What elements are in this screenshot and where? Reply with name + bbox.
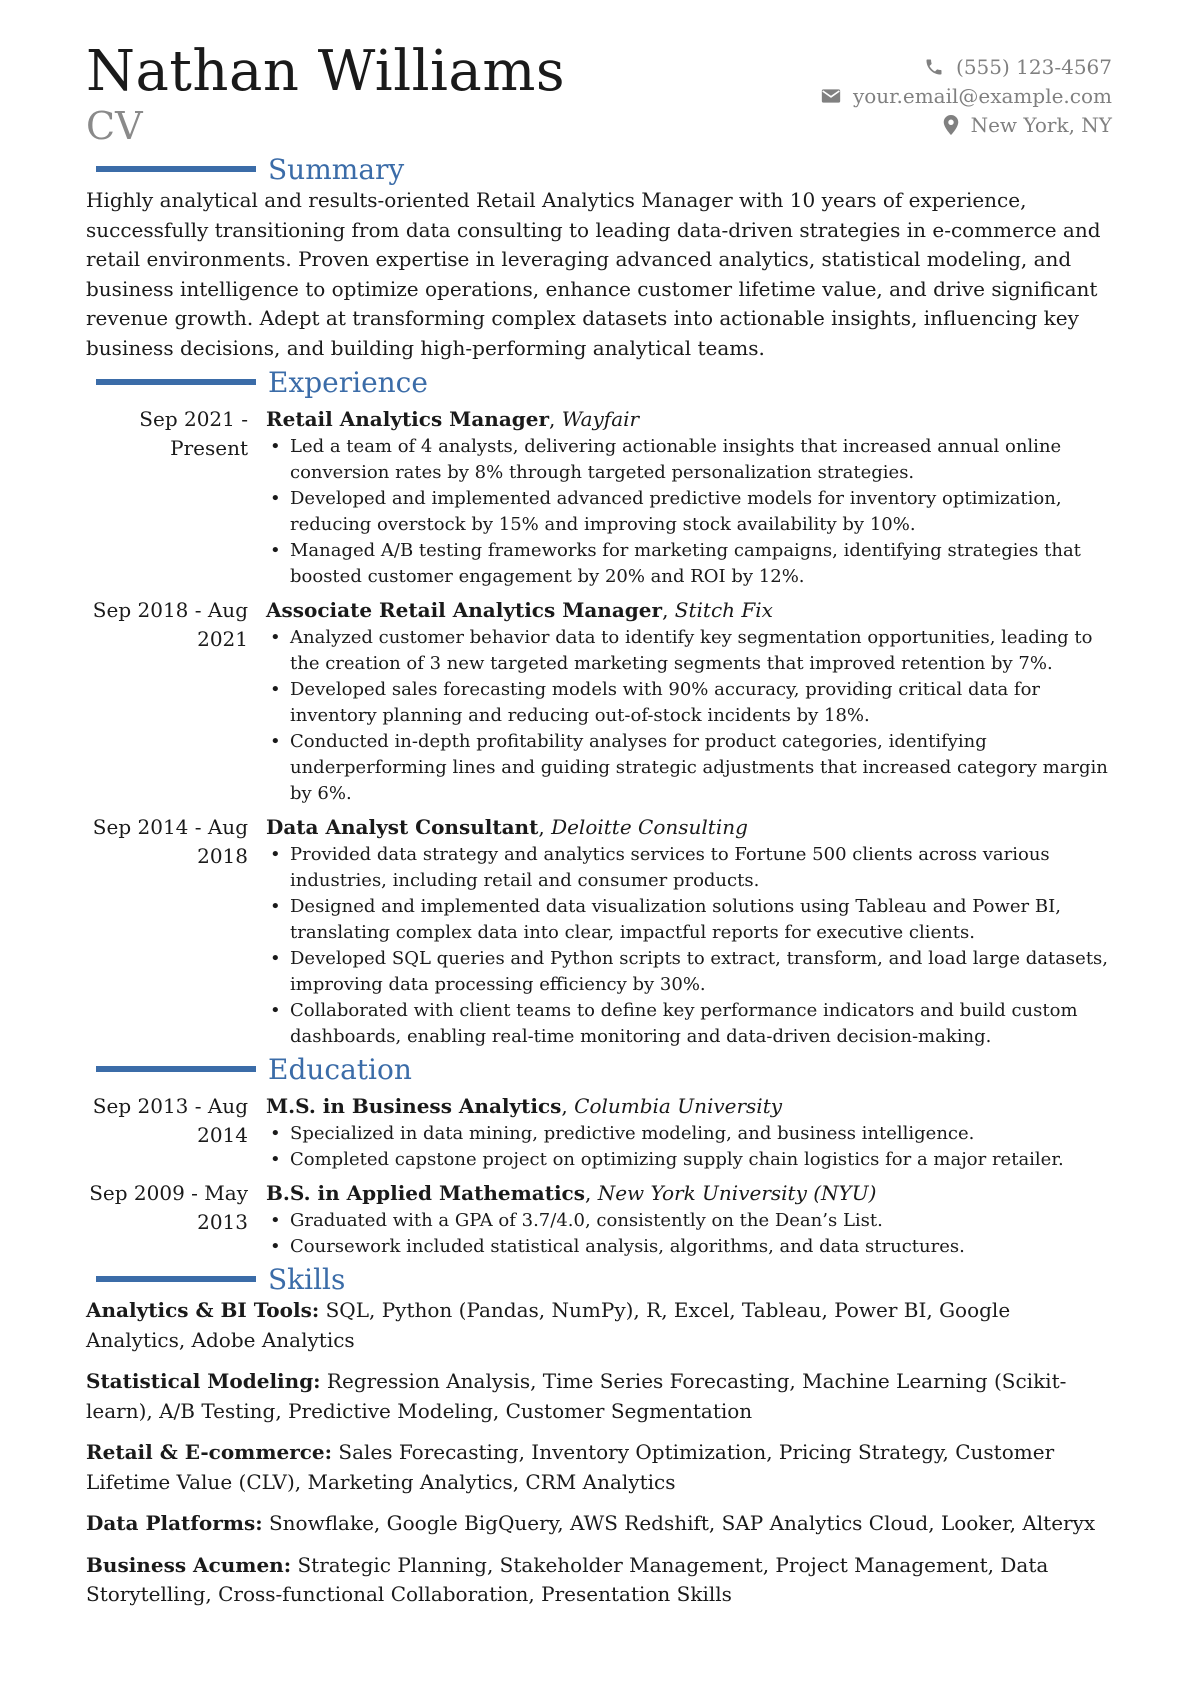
entry-content — [266, 405, 1112, 590]
section-bar — [96, 379, 256, 385]
phone-icon — [924, 57, 944, 77]
bullet-item: • Led a team of 4 analysts, delivering actionable insights that increased annual online conversion rates by 8% through targeted personalization strategies. — [290, 434, 1112, 486]
bullet-item: • Collaborated with client teams to define key performance indicators and build custom dashboards, enabling real-time monitoring and data-driven decision-making. — [290, 998, 1112, 1050]
bullet-item: • Completed capstone project on optimizing supply chain logistics for a major retailer. — [290, 1147, 1112, 1173]
entry-bullets — [266, 1208, 1112, 1260]
entry-content — [266, 1092, 1112, 1173]
skill-label: Business Acumen: — [86, 1552, 292, 1577]
contact-location — [821, 110, 1112, 139]
entry-bullets — [266, 625, 1112, 807]
entry-bullets — [266, 842, 1112, 1050]
skill-row — [86, 1438, 1112, 1497]
entry-title: Associate Retail Analytics Manager — [266, 598, 663, 622]
contact-block — [821, 52, 1112, 139]
person-name: Nathan Williams — [86, 39, 566, 104]
skill-label: Statistical Modeling: — [86, 1369, 321, 1393]
skill-row — [86, 1509, 1112, 1539]
section-title-education: Education — [268, 1052, 412, 1086]
skill-row — [86, 1551, 1112, 1610]
entry-heading: Data Analyst Consultant, Deloitte Consulting — [266, 815, 748, 839]
skill-values: Strategic Planning, Stakeholder Management, Project Management, Data Storytelling, Cross-functional Collaboration, Presentation Skills — [86, 1552, 1049, 1606]
entry-date: Sep 2013 - Aug 2014 — [92, 1094, 248, 1147]
entry-heading: M.S. in Business Analytics, Columbia University — [266, 1094, 783, 1118]
bullet-item: • Graduated with a GPA of 3.7/4.0, consistently on the Dean’s List. — [290, 1208, 1112, 1234]
resume-header — [86, 40, 1112, 150]
section-title-experience: Experience — [268, 365, 428, 399]
document-subtitle: CV — [86, 104, 143, 148]
entry-heading: Retail Analytics Manager, Wayfair — [266, 407, 640, 431]
envelope-icon — [821, 88, 841, 104]
contact-email — [821, 81, 1112, 110]
skill-label: Retail & E-commerce: — [86, 1440, 333, 1464]
skill-label: Analytics & BI Tools: — [86, 1298, 320, 1322]
entry-content — [266, 813, 1112, 1050]
experience-entry — [86, 813, 1112, 1050]
entry-heading: B.S. in Applied Mathematics, New York University (NYU) — [266, 1181, 877, 1205]
skill-row — [86, 1367, 1112, 1426]
contact-phone — [821, 52, 1112, 81]
summary-heading — [86, 152, 1112, 186]
location-text: New York, NY — [970, 112, 1112, 137]
entry-title: Data Analyst Consultant — [266, 815, 539, 839]
bullet-item: • Analyzed customer behavior data to identify key segmentation opportunities, leading to the creation of 3 new targeted marketing segments that improved retention by 7%. — [290, 625, 1112, 677]
section-bar — [96, 166, 256, 172]
entry-organization: Columbia University — [574, 1094, 783, 1118]
skill-values: Regression Analysis, Time Series Forecasting, Machine Learning (Scikit-learn), A/B Testing, Predictive Modeling, Customer Segmentation — [86, 1369, 1067, 1423]
entry-content — [266, 1179, 1112, 1260]
entry-organization: Stitch Fix — [674, 598, 773, 622]
entry-date: Sep 2018 - Aug 2021 — [92, 598, 248, 651]
bullet-item: • Specialized in data mining, predictive modeling, and business intelligence. — [290, 1121, 1112, 1147]
entry-organization: Wayfair — [561, 407, 640, 431]
bullet-item: • Provided data strategy and analytics services to Fortune 500 clients across various industries, including retail and consumer products. — [290, 842, 1112, 894]
skills-list — [86, 1296, 1112, 1610]
experience-entry — [86, 596, 1112, 807]
entry-date: Sep 2014 - Aug 2018 — [92, 815, 248, 868]
entry-title: M.S. in Business Analytics — [266, 1094, 562, 1118]
bullet-item: • Developed SQL queries and Python scripts to extract, transform, and load large datasets, improving data processing efficiency by 30%. — [290, 946, 1112, 998]
entry-title: Retail Analytics Manager — [266, 407, 550, 431]
bullet-item: • Coursework included statistical analysis, algorithms, and data structures. — [290, 1234, 1112, 1260]
education-entry — [86, 1179, 1112, 1260]
skills-heading — [86, 1262, 1112, 1296]
experience-heading — [86, 365, 1112, 399]
entry-date: Sep 2009 - May 2013 — [89, 1181, 248, 1234]
section-title-skills: Skills — [268, 1262, 346, 1296]
email-address[interactable]: your.email@example.com — [852, 83, 1112, 108]
bullet-item: • Designed and implemented data visualization solutions using Tableau and Power BI, translating complex data into clear, impactful reports for executive clients. — [290, 894, 1112, 946]
education-entry — [86, 1092, 1112, 1173]
skill-row — [86, 1296, 1112, 1355]
entry-organization: New York University (NYU) — [597, 1181, 877, 1205]
section-bar — [96, 1066, 256, 1072]
entry-organization: Deloitte Consulting — [551, 815, 748, 839]
phone-number[interactable]: (555) 123-4567 — [956, 54, 1112, 79]
entry-bullets — [266, 1121, 1112, 1173]
map-pin-icon — [943, 115, 959, 135]
resume-page — [86, 40, 1112, 1622]
entry-heading: Associate Retail Analytics Manager, Stitch Fix — [266, 598, 773, 622]
bullet-item: • Developed sales forecasting models with 90% accuracy, providing critical data for inventory planning and reducing out-of-stock incidents by 18%. — [290, 677, 1112, 729]
entry-date: Sep 2021 - Present — [139, 407, 248, 460]
skill-label: Data Platforms: — [86, 1511, 263, 1535]
entry-title: B.S. in Applied Mathematics — [266, 1181, 585, 1205]
skill-values: Sales Forecasting, Inventory Optimization, Pricing Strategy, Customer Lifetime Value (CLV), Marketing Analytics, CRM Analytics — [86, 1440, 1055, 1494]
section-title-summary: Summary — [268, 152, 405, 186]
entry-bullets — [266, 434, 1112, 590]
bullet-item: • Conducted in-depth profitability analyses for product categories, identifying underperforming lines and guiding strategic adjustments that increased category margin by 6%. — [290, 729, 1112, 807]
section-bar — [96, 1276, 256, 1282]
bullet-item: • Managed A/B testing frameworks for marketing campaigns, identifying strategies that boosted customer engagement by 20% and ROI by 12%. — [290, 538, 1112, 590]
skill-values: Snowflake, Google BigQuery, AWS Redshift, SAP Analytics Cloud, Looker, Alteryx — [268, 1511, 1096, 1535]
entry-content — [266, 596, 1112, 807]
skill-values: SQL, Python (Pandas, NumPy), R, Excel, Tableau, Power BI, Google Analytics, Adobe Analytics — [86, 1298, 1011, 1352]
experience-list — [86, 405, 1112, 1050]
experience-entry — [86, 405, 1112, 590]
summary-text: Highly analytical and results-oriented Retail Analytics Manager with 10 years of experience, successfully transitioning from data consulting to leading data-driven strategies in e-commerce and retail environments. Proven expertise in leveraging advanced analytics, statistical modeling, and business intelligence to optimize operations, enhance customer lifetime value, and drive significant revenue growth. Adept at transforming complex datasets into actionable insights, influencing key business decisions, and building high-performing analytical teams. — [86, 188, 1101, 360]
education-heading — [86, 1052, 1112, 1086]
education-list — [86, 1092, 1112, 1260]
bullet-item: • Developed and implemented advanced predictive models for inventory optimization, reducing overstock by 15% and improving stock availability by 10%. — [290, 486, 1112, 538]
